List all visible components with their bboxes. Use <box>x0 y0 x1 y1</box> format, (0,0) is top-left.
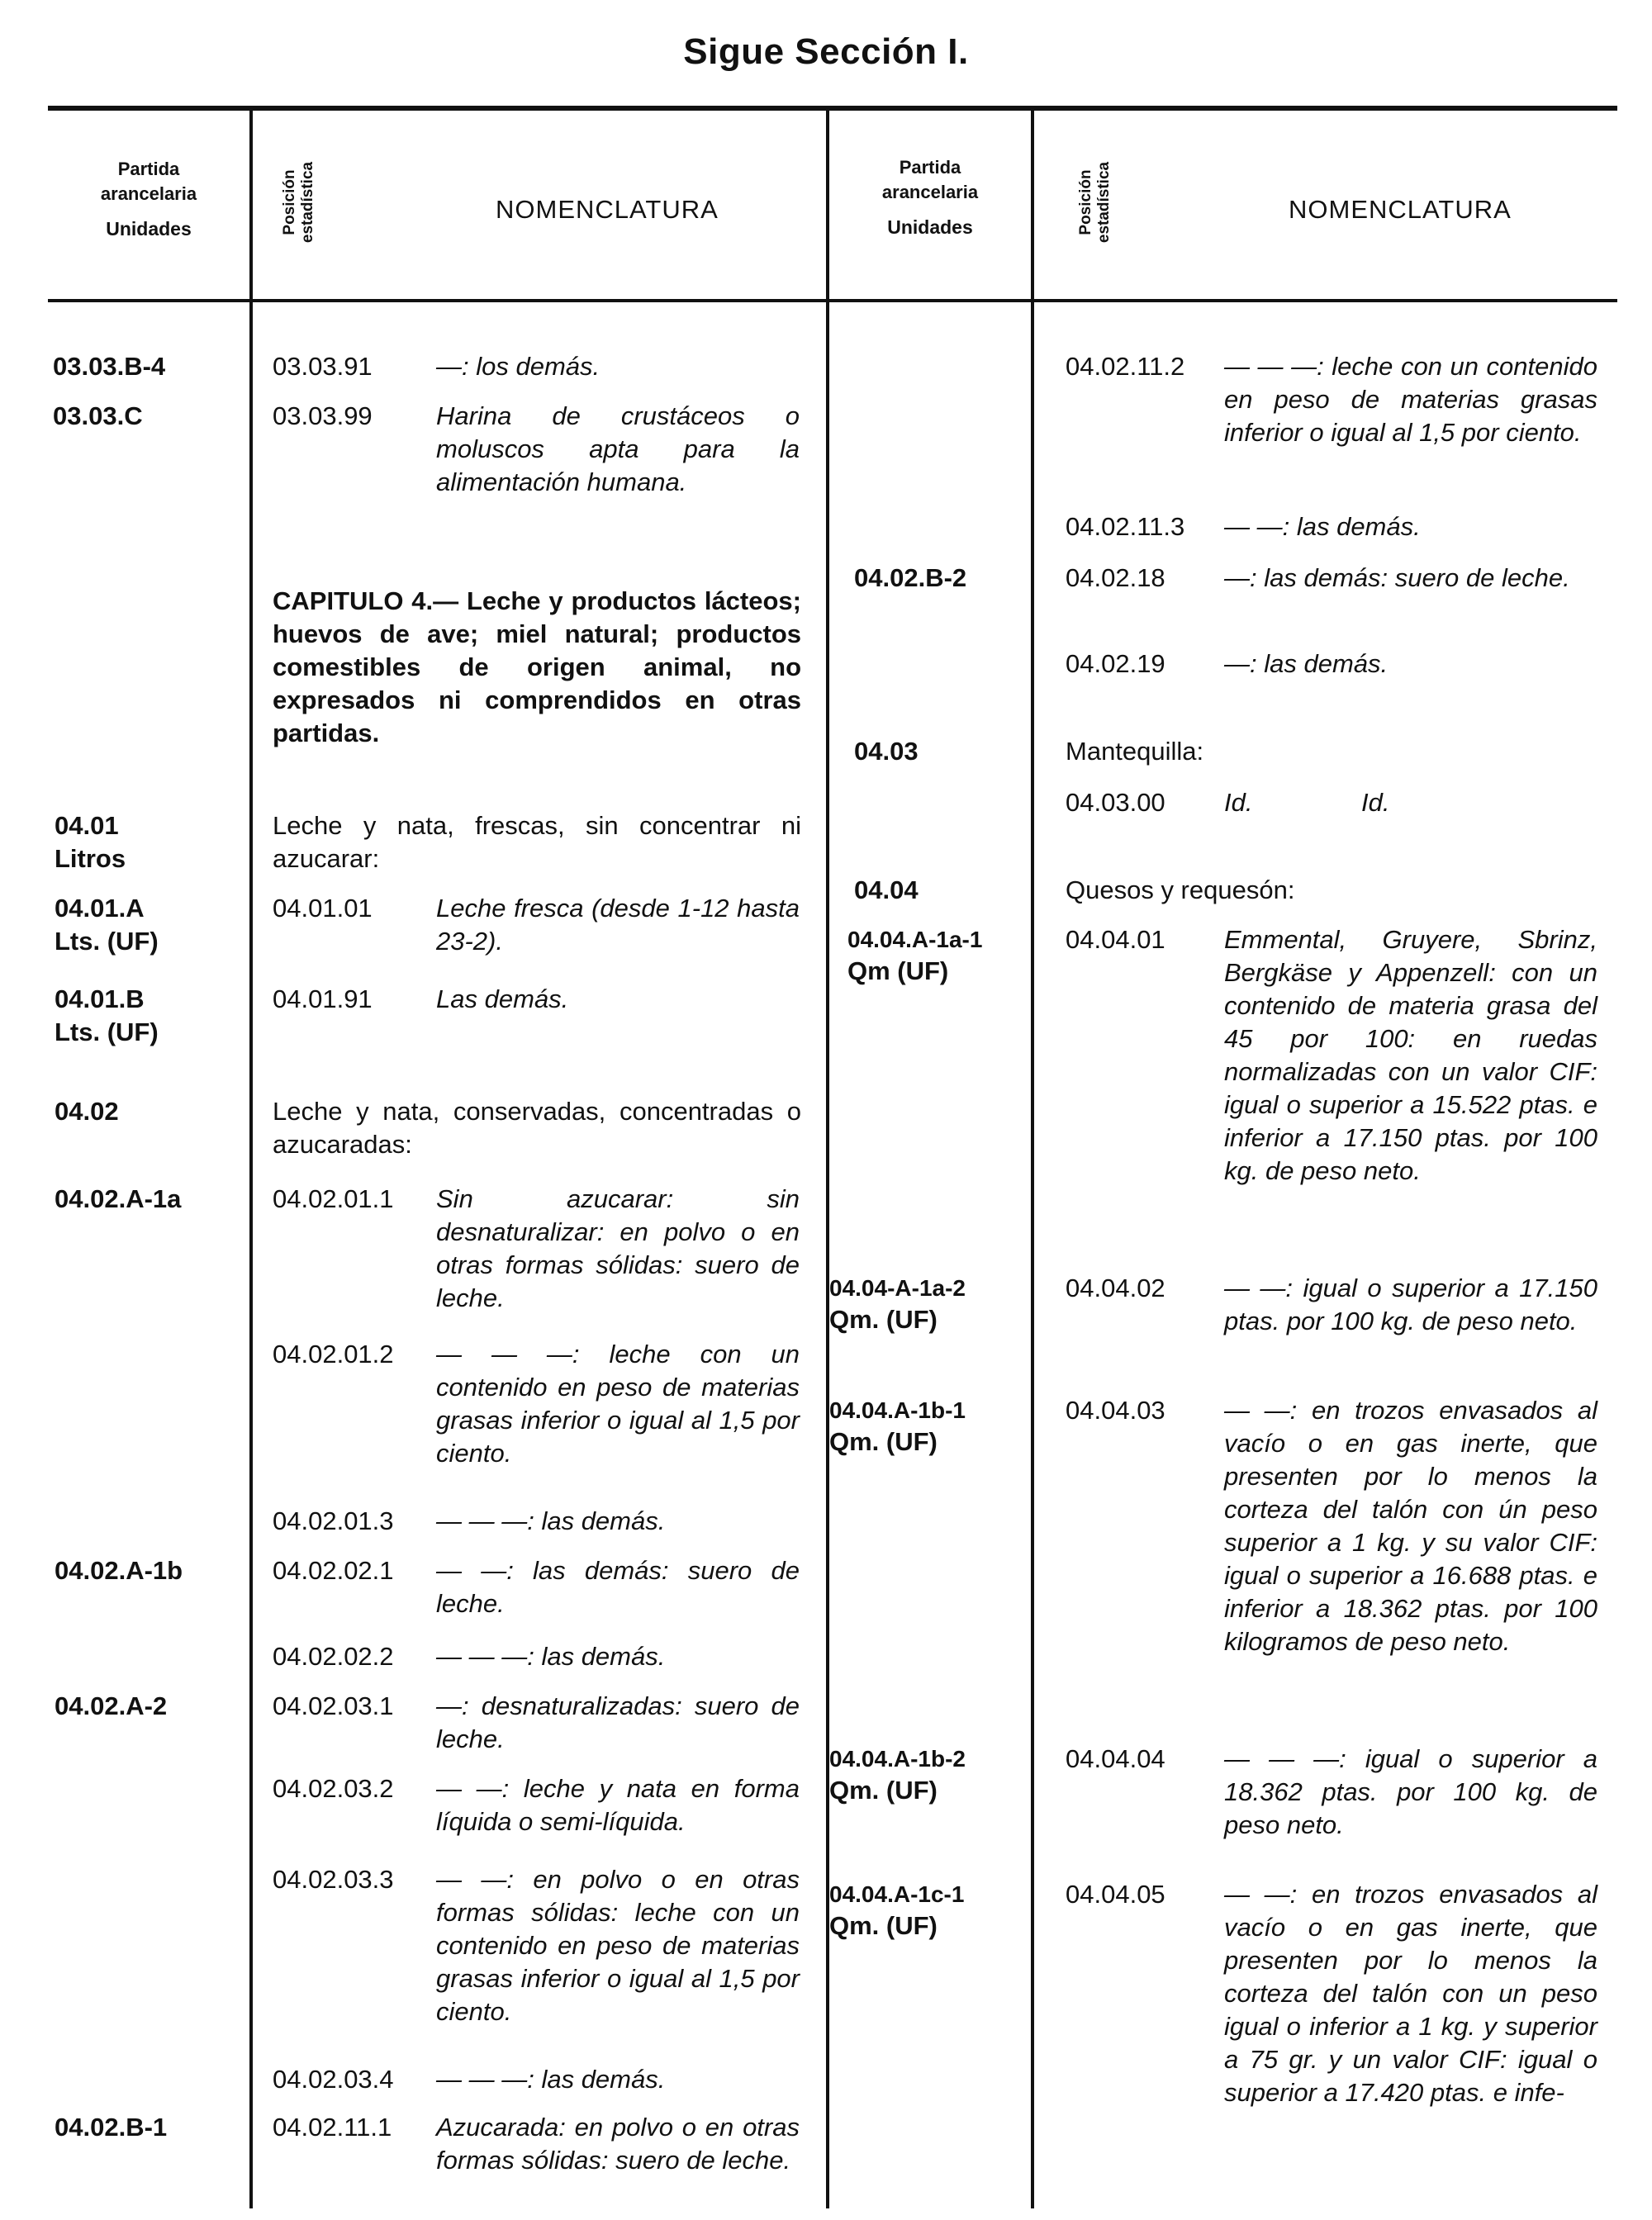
posicion-code: 04.02.19 <box>1066 649 1165 678</box>
nomenclature-text: Las demás. <box>436 984 569 1013</box>
posicion-code: 03.03.99 <box>273 401 373 430</box>
unit-label: Lts. (UF) <box>55 1017 159 1046</box>
column-divider <box>1031 111 1034 2208</box>
nomenclature-text: — —: en trozos envasados al vacío o en gas inerte, que presenten por lo menos la corteza del talón con ún peso superior a 1 kg. y su valor CIF: igual o superior a 16.688 ptas. e inferior a 18.362 ptas. por 100 kilogramos de peso neto. <box>1224 1396 1597 1656</box>
header-nomenclatura: NOMENCLATURA <box>496 195 719 224</box>
nomenclature-text: Leche y nata, frescas, sin concentrar ni azucarar: <box>273 811 801 873</box>
nomenclature-text: Leche y nata, conservadas, concentradas o azucaradas: <box>273 1097 801 1159</box>
nomenclature-text: —: las demás. <box>1224 649 1389 678</box>
header-partida-line1: Partida <box>899 157 961 178</box>
partida-code: 04.01.A <box>55 894 145 923</box>
posicion-code: 04.02.03.2 <box>273 1774 394 1803</box>
partida-code: 04.04.A-1b-1 <box>829 1397 966 1423</box>
header-posicion-right <box>1077 140 1113 264</box>
partida-code: 04.01 <box>55 811 119 840</box>
posicion-code: 04.04.04 <box>1066 1744 1165 1773</box>
posicion-code: 04.01.91 <box>273 984 373 1013</box>
table-top-rule <box>48 106 1617 111</box>
unit-label: Qm. (UF) <box>829 1911 938 1940</box>
header-posicion-line1: Posición <box>1077 169 1094 235</box>
partida-code: 04.02.A-2 <box>55 1691 168 1720</box>
nomenclature-text: — —: las demás: suero de leche. <box>436 1556 800 1618</box>
nomenclature-text: —: desnaturalizadas: suero de leche. <box>436 1691 800 1753</box>
unit-label: Qm. (UF) <box>829 1305 938 1334</box>
partida-code: 04.01.B <box>55 984 145 1013</box>
nomenclature-text: — — —: las demás. <box>436 1642 666 1671</box>
partida-code: 04.02.A-1b <box>55 1556 183 1585</box>
partida-code: 03.03.B-4 <box>53 352 166 381</box>
partida-code: 04.04.A-1c-1 <box>829 1881 965 1907</box>
posicion-code: 04.02.03.3 <box>273 1865 394 1894</box>
posicion-code: 04.04.05 <box>1066 1880 1165 1909</box>
posicion-code: 04.02.03.1 <box>273 1691 394 1720</box>
posicion-code: 04.02.02.2 <box>273 1642 394 1671</box>
partida-code: 04.02.B-2 <box>854 563 967 592</box>
header-partida-line2: arancelaria <box>100 183 197 204</box>
nomenclature-text: — — —: las demás. <box>436 2065 666 2094</box>
nomenclature-text: —: las demás: suero de leche. <box>1224 563 1570 592</box>
nomenclature-text: Id. <box>1361 788 1390 817</box>
nomenclature-text: —: los demás. <box>436 352 601 381</box>
nomenclature-text: — —: leche y nata en forma líquida o semi-líquida. <box>436 1774 800 1836</box>
nomenclature-text: Harina de crustáceos o moluscos apta para la alimentación humana. <box>436 401 800 496</box>
unit-label: Qm. (UF) <box>829 1427 938 1456</box>
header-partida-line2: arancelaria <box>881 182 979 202</box>
unit-label: Lts. (UF) <box>55 927 159 956</box>
header-posicion-line2: estadística <box>1095 161 1113 244</box>
partida-code: 04.03 <box>854 737 919 766</box>
nomenclature-text: — — —: leche con un contenido en peso de materias grasas inferior o igual al 1,5 por ciento. <box>1224 352 1597 447</box>
header-posicion-line2: estadística <box>299 161 316 244</box>
nomenclature-text: Azucarada: en polvo o en otras formas sólidas: suero de leche. <box>436 2113 800 2175</box>
column-divider <box>249 111 253 2208</box>
partida-code: 04.04.A-1a-1 <box>847 927 983 952</box>
partida-code: 04.02.B-1 <box>55 2113 168 2142</box>
header-posicion <box>281 140 317 264</box>
posicion-code: 03.03.91 <box>273 352 373 381</box>
header-partida-right <box>829 155 1031 239</box>
partida-code: 03.03.C <box>53 401 143 430</box>
chapter-heading: CAPITULO 4.— Leche y productos lácteos; huevos de ave; miel natural; productos comestibles de origen animal, no expresados ni comprendidos en otras partidas. <box>273 586 801 747</box>
posicion-code: 04.02.11.3 <box>1066 512 1185 541</box>
nomenclature-text: — —: igual o superior a 17.150 ptas. por 100 kg. de peso neto. <box>1224 1274 1597 1335</box>
posicion-code: 04.02.03.4 <box>273 2065 394 2094</box>
posicion-code: 04.04.03 <box>1066 1396 1165 1425</box>
nomenclature-text: Emmental, Gruyere, Sbrinz, Bergkäse y Appenzell: con un contenido de materia grasa del 45 por 100: en ruedas normalizadas con un valor CIF: igual o superior a 15.522 ptas. e inferior a 17.150 ptas. por 100 kg. de peso neto. <box>1224 925 1597 1185</box>
posicion-code: 04.02.11.1 <box>273 2113 392 2142</box>
header-nomenclatura-right: NOMENCLATURA <box>1289 195 1512 224</box>
header-partida-line1: Partida <box>117 159 180 179</box>
nomenclature-text: — —: en polvo o en otras formas sólidas: leche con un contenido en peso de materias grasas inferior o igual al 1,5 por ciento. <box>436 1865 800 2026</box>
posicion-code: 04.03.00 <box>1066 788 1165 817</box>
partida-code: 04.04-A-1a-2 <box>829 1275 966 1301</box>
nomenclature-text: Leche fresca (desde 1-12 hasta 23-2). <box>436 894 800 956</box>
header-posicion-line1: Posición <box>281 169 298 235</box>
partida-code: 04.04 <box>854 875 919 904</box>
posicion-code: 04.02.02.1 <box>273 1556 394 1585</box>
header-unidades: Unidades <box>106 218 192 240</box>
posicion-code: 04.02.01.2 <box>273 1340 394 1369</box>
unit-label: Qm (UF) <box>847 956 949 985</box>
partida-code: 04.02 <box>55 1097 119 1126</box>
unit-label: Litros <box>55 844 126 873</box>
nomenclature-text: Quesos y requesón: <box>1066 875 1295 904</box>
nomenclature-text: Mantequilla: <box>1066 737 1204 766</box>
nomenclature-text: — —: las demás. <box>1224 512 1421 541</box>
posicion-code: 04.04.02 <box>1066 1274 1165 1302</box>
posicion-code: 04.02.01.3 <box>273 1506 394 1535</box>
nomenclature-text: — — —: igual o superior a 18.362 ptas. por 100 kg. de peso neto. <box>1224 1744 1597 1839</box>
nomenclature-text: — —: en trozos envasados al vacío o en gas inerte, que presenten por lo menos la corteza del talón con un peso igual o inferior a 1 kg. y superior a 75 gr. y un valor CIF: igual o superior a 17.420 ptas. e infe- <box>1224 1880 1597 2107</box>
posicion-code: 04.02.18 <box>1066 563 1165 592</box>
posicion-code: 04.04.01 <box>1066 925 1165 954</box>
nomenclature-text: Id. <box>1224 788 1253 817</box>
nomenclature-text: — — —: leche con un contenido en peso de materias grasas inferior o igual al 1,5 por ciento. <box>436 1340 800 1468</box>
nomenclature-text: — — —: las demás. <box>436 1506 666 1535</box>
unit-label: Qm. (UF) <box>829 1776 938 1805</box>
header-partida <box>50 157 248 240</box>
posicion-code: 04.02.01.1 <box>273 1184 394 1213</box>
posicion-code: 04.02.11.2 <box>1066 352 1185 381</box>
page-title: Sigue Sección I. <box>683 31 969 72</box>
nomenclature-text: Sin azucarar: sin desnaturalizar: en polvo o en otras formas sólidas: suero de leche. <box>436 1184 800 1312</box>
header-unidades: Unidades <box>887 216 973 238</box>
posicion-code: 04.01.01 <box>273 894 373 923</box>
partida-code: 04.02.A-1a <box>55 1184 182 1213</box>
partida-code: 04.04.A-1b-2 <box>829 1746 966 1772</box>
header-bottom-rule <box>48 299 1617 302</box>
